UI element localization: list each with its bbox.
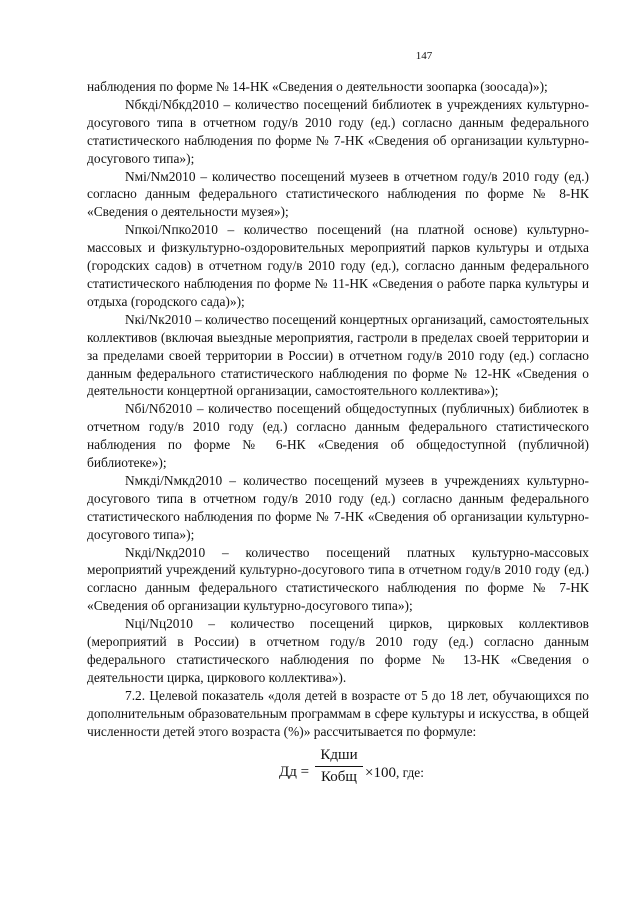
formula-numerator: Кдши bbox=[320, 746, 358, 763]
page-number: 147 bbox=[415, 50, 433, 62]
document-body bbox=[87, 78, 589, 801]
fraction-bar bbox=[315, 766, 363, 767]
formula-multiplier: ×100 bbox=[365, 764, 396, 781]
paragraph: Nкi/Nк2010 – количество посещений концертных организаций, самостоятельных коллективов (включая выездные мероприятия, гастроли в пределах своей территории и за пределами своей территории в России) в отчетном году/в 2010 году (ед.) согласно данным федерального статистического наблюдения по форме № 12-НК «Сведения о деятельности концертной организации, самостоятельного коллектива»); bbox=[87, 311, 589, 399]
paragraph: Nмi/Nм2010 – количество посещений музеев в отчетном году/в 2010 году (ед.) согласно данным федерального статистического наблюдения по форме № 8-НК «Сведения о деятельности музея»); bbox=[87, 168, 589, 220]
paragraph: наблюдения по форме № 14-НК «Сведения о деятельности зоопарка (зоосада)»); bbox=[87, 79, 548, 94]
paragraph: Nцi/Nц2010 – количество посещений цирков, цирковых коллективов (мероприятий в России) в отчетном году/в 2010 году (ед.) согласно данным федерального статистического наблюдения по форме № 13-НК «Сведения о деятельности цирка, циркового коллектива»). bbox=[87, 616, 589, 685]
formula-lhs: Дд = bbox=[279, 763, 310, 780]
paragraph: Nпкоi/Nпко2010 – количество посещений (на платной основе) культурно-массовых и физкультурно-оздоровительных мероприятий парков культуры и отдыха (городских садов) в отчетном году/в 2010 году (ед.), согласно данным федерального статистического наблюдения по форме № 11-НК «Сведения о работе парка культуры и отдыха (городского сада)»); bbox=[87, 222, 589, 309]
formula bbox=[87, 747, 589, 801]
formula-rhs bbox=[365, 764, 424, 783]
formula-suffix: , где: bbox=[395, 764, 424, 780]
paragraph: Nбi/Nб2010 – количество посещений общедоступных (публичных) библиотек в отчетном году/в 2010 году (ед.) согласно данным федерального статистического наблюдения по форме № 6-НК «Сведения об общедоступной (публичной) библиотеке»); bbox=[87, 401, 589, 471]
paragraph: Nкдi/Nкд2010 – количество посещений платных культурно-массовых мероприятий учреждений культурно-досугового типа в отчетном году/в 2010 году (ед.) согласно данным федерального статистического наблюдения по форме № 7-НК «Сведения об организации культурно-досугового типа»); bbox=[87, 544, 589, 614]
formula-denominator: Кобщ bbox=[321, 769, 357, 786]
formula-fraction bbox=[315, 747, 363, 788]
paragraph: Nбкдi/Nбкд2010 – количество посещений библиотек в учреждениях культурно-досугового типа в отчетном году/в 2010 году (ед.) согласно данным федерального статистического наблюдения по форме № 7-НК «Сведения об организации культурно-досугового типа»); bbox=[87, 96, 589, 166]
paragraph: 7.2. Целевой показатель «доля детей в возрасте от 5 до 18 лет, обучающихся по дополнительным образовательным программам в сфере культуры и искусства, в общей численности детей этого возраста (%)» рассчитывается по формуле: bbox=[87, 687, 589, 739]
paragraph: Nмкдi/Nмкд2010 – количество посещений музеев в учреждениях культурно-досугового типа в отчетном году/в 2010 году (ед.) согласно данным федерального статистического наблюдения по форме № 7-НК «Сведения об организации культурно-досугового типа»); bbox=[87, 472, 589, 542]
